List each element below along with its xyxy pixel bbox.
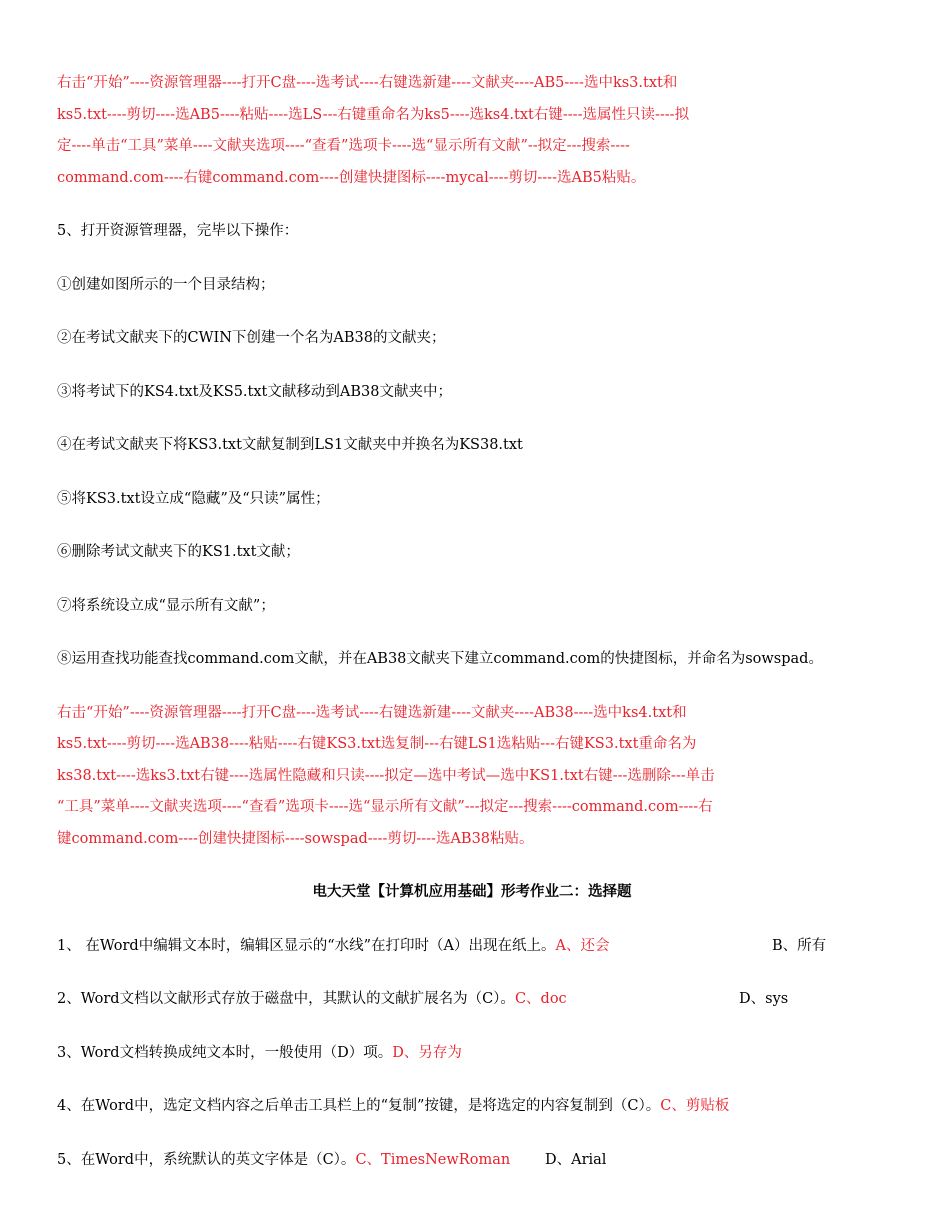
question-text: 5、在Word中，系统默认的英文字体是（C）。 xyxy=(57,1151,356,1168)
question-answer: D、另存为 xyxy=(392,1044,462,1061)
question-text: 2、Word文档以文献形式存放于磁盘中，其默认的文献扩展名为（C）。 xyxy=(57,991,515,1007)
answer-line: 右击“开始”----资源管理器----打开C盘----选考试----右键选新建----文献夹----AB5----选中ks3.txt和 xyxy=(57,75,678,91)
question-4 xyxy=(57,1091,887,1123)
answer-line: ks38.txt----选ks3.txt右键----选属性隐藏和只读----拟定—选中考试—选中KS1.txt右键---选删除---单击 xyxy=(57,767,715,784)
question-text: 4、在Word中，选定文档内容之后单击工具栏上的“复制”按键，是将选定的内容复制到（C）。 xyxy=(57,1098,661,1114)
question-1 xyxy=(57,931,887,963)
task-step: ②在考试文献夹下的CWIN下创建一个名为AB38的文献夹； xyxy=(57,330,446,346)
answer-block-2 xyxy=(57,698,887,856)
task-step: ⑥删除考试文献夹下的KS1.txt文献； xyxy=(57,544,300,560)
answer-line: “工具”菜单----文献夹选项----“查看”选项卡----选“显示所有文献”---拟定---搜索----command.com----右 xyxy=(57,799,713,815)
answer-line: command.com----右键command.com----创建快捷图标----mycal----剪切----选AB5粘贴。 xyxy=(57,169,646,186)
question-extra-option: D、Arial xyxy=(545,1151,607,1168)
answer-line: 右击“开始”----资源管理器----打开C盘----选考试----右键选新建----文献夹----AB38----选中ks4.txt和 xyxy=(57,704,687,721)
question-text: 3、Word文档转换成纯文本时，一般使用（D）项。 xyxy=(57,1044,393,1061)
task-step: ⑤将KS3.txt设立成“隐藏”及“只读”属性； xyxy=(57,490,330,507)
answer-line: ks5.txt----剪切----选AB5----粘贴----选LS---右键重命名为ks5----选ks4.txt右键----选属性只读----拟 xyxy=(57,106,690,123)
answer-line: ks5.txt----剪切----选AB38----粘贴----右键KS3.txt选复制---右键LS1选粘贴---右键KS3.txt重命名为 xyxy=(57,736,697,752)
task-step: ③将考试下的KS4.txt及KS5.txt文献移动到AB38文献夹中； xyxy=(57,383,452,400)
question-3 xyxy=(57,1038,887,1070)
task-step: ⑦将系统设立成“显示所有文献”； xyxy=(57,597,275,614)
question-5 xyxy=(57,1145,887,1177)
answer-line: 键command.com----创建快捷图标----sowspad----剪切----选AB38粘贴。 xyxy=(57,830,534,847)
document-page xyxy=(57,68,887,1176)
answer-block-1 xyxy=(57,68,887,194)
section-title: 电大天堂【计算机应用基础】形考作业二：选择题 xyxy=(312,884,632,900)
answer-line: 定----单击“工具”菜单----文献夹选项----“查看”选项卡----选“显示所有文献”--拟定---搜索---- xyxy=(57,138,630,154)
question-extra-option: D、sys xyxy=(739,991,789,1007)
question-answer: C、剪贴板 xyxy=(660,1098,730,1114)
question-answer: C、TimesNewRoman xyxy=(355,1151,511,1168)
question-extra-option: B、所有 xyxy=(772,937,827,954)
task-step: ⑧运用查找功能查找command.com文献，并在AB38文献夹下建立command.com的快捷图标，并命名为sowspad。 xyxy=(57,651,823,667)
task-heading: 5、打开资源管理器，完毕以下操作： xyxy=(57,223,299,239)
question-text: 1、 在Word中编辑文本时，编辑区显示的“水线”在打印时（A）出现在纸上。 xyxy=(57,937,556,954)
question-answer: A、还会 xyxy=(555,937,610,954)
question-answer: C、doc xyxy=(514,991,567,1007)
task-step: ④在考试文献夹下将KS3.txt文献复制到LS1文献夹中并换名为KS38.txt xyxy=(57,437,523,453)
task-step: ①创建如图所示的一个目录结构； xyxy=(57,276,275,293)
question-2 xyxy=(57,984,887,1016)
